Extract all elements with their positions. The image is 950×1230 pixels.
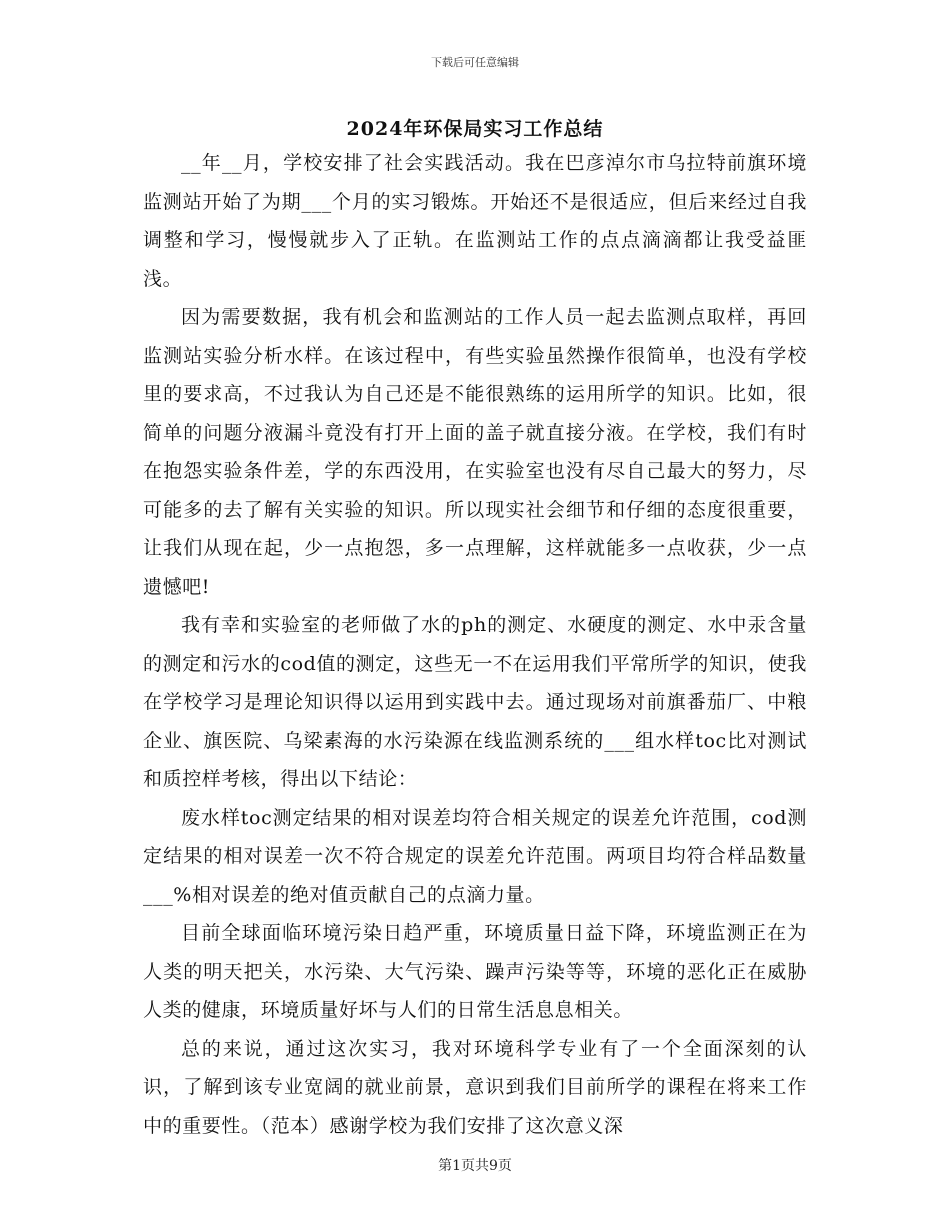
document-body [143,144,807,1145]
paragraph-1: __年__月，学校安排了社会实践活动。我在巴彦淖尔市乌拉特前旗环境监测站开始了为期___个月的实习锻炼。开始还不是很适应，但后来经过自我调整和学习，慢慢就步入了正轨。在监测站工作的点点滴滴都让我受益匪浅。 [143,152,807,290]
paragraph-2: 因为需要数据，我有机会和监测站的工作人员一起去监测点取样，再回监测站实验分析水样。在该过程中，有些实验虽然操作很简单，也没有学校里的要求高，不过我认为自己还是不能很熟练的运用所学的知识。比如，很简单的问题分液漏斗竟没有打开上面的盖子就直接分液。在学校，我们有时在抱怨实验条件差，学的东西没用，在实验室也没有尽自己最大的努力，尽可能多的去了解有关实验的知识。所以现实社会细节和仔细的态度很重要，让我们从现在起，少一点抱怨，多一点理解，这样就能多一点收获，少一点遗憾吧! [143,306,807,598]
paragraph-6: 总的来说，通过这次实习，我对环境科学专业有了一个全面深刻的认识，了解到该专业宽阔的就业前景，意识到我们目前所学的课程在将来工作中的重要性。（范本）感谢学校为我们安排了这次意义深 [143,1037,807,1137]
page-footer: 第1页共9页 [438,1158,512,1174]
header-note: 下载后可任意编辑 [431,56,519,69]
paragraph-3: 我有幸和实验室的老师做了水的ph的测定、水硬度的测定、水中汞含量的测定和污水的cod值的测定，这些无一不在运用我们平常所学的知识，使我在学校学习是理论知识得以运用到实践中去。通过现场对前旗番茄厂、中粮企业、旗医院、乌梁素海的水污染源在线监测系统的___组水样toc比对测试和质控样考核，得出以下结论： [143,614,807,790]
paragraph-5: 目前全球面临环境污染日趋严重，环境质量日益下降，环境监测正在为人类的明天把关，水污染、大气污染、躁声污染等等，环境的恶化正在威胁人类的健康，环境质量好坏与人们的日常生活息息相关。 [143,922,807,1021]
paragraph-4: 废水样toc测定结果的相对误差均符合相关规定的误差允许范围，cod测定结果的相对误差一次不符合规定的误差允许范围。两项目均符合样品数量___%相对误差的绝对值贡献自己的点滴力量。 [143,806,807,906]
document-title: 2024年环保局实习工作总结 [346,118,604,140]
